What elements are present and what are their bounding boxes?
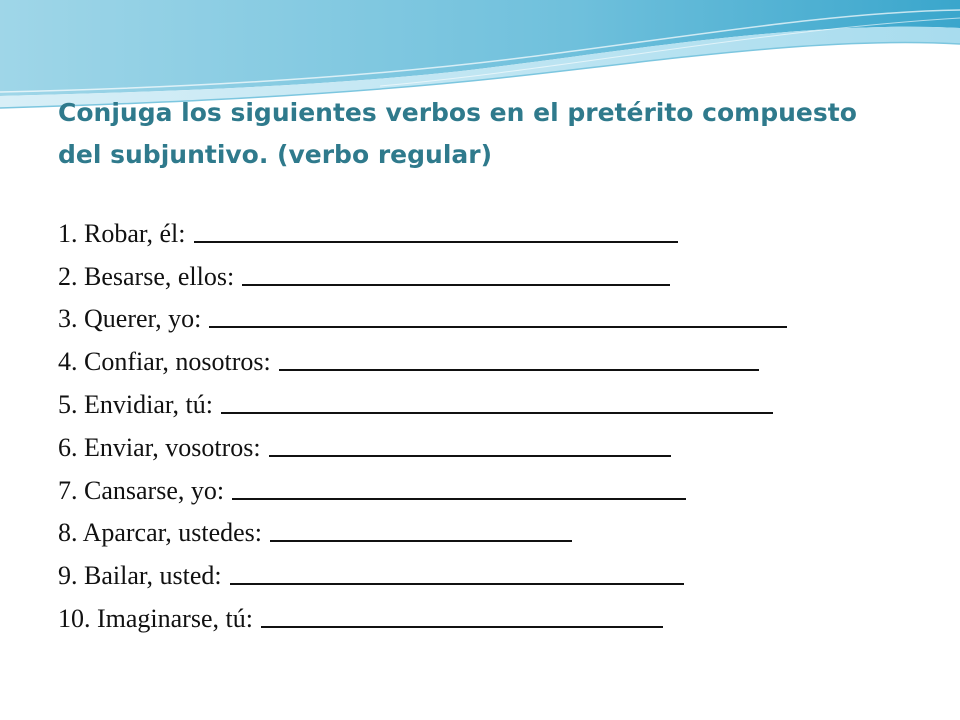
exercise-label: 4. Confiar, nosotros: [58, 347, 271, 377]
exercise-item [58, 293, 918, 336]
exercise-label: 6. Enviar, vosotros: [58, 432, 261, 462]
answer-blank-line[interactable] [261, 626, 663, 628]
answer-blank-line[interactable] [194, 241, 678, 243]
exercise-list [58, 207, 918, 635]
exercise-label: 9. Bailar, usted: [58, 561, 222, 591]
exercise-label: 7. Cansarse, yo: [58, 475, 225, 505]
exercise-label: 5. Envidiar, tú: [58, 389, 213, 419]
exercise-item [58, 549, 918, 592]
exercise-item [58, 335, 918, 378]
answer-blank-line[interactable] [279, 369, 759, 371]
exercise-item [58, 207, 918, 250]
exercise-label: 3. Querer, yo: [58, 304, 202, 334]
answer-blank-line[interactable] [209, 326, 787, 328]
exercise-label: 10. Imaginarse, tú: [58, 603, 253, 633]
exercise-label: 2. Besarse, ellos: [58, 261, 235, 291]
slide-title-line-2: del subjuntivo. (verbo regular) [58, 140, 493, 169]
exercise-label: 1. Robar, él: [58, 218, 186, 248]
exercise-item [58, 464, 918, 507]
answer-blank-line[interactable] [242, 284, 670, 286]
answer-blank-line[interactable] [232, 498, 686, 500]
answer-blank-line[interactable] [269, 455, 671, 457]
answer-blank-line[interactable] [270, 540, 572, 542]
slide-title [58, 92, 918, 176]
exercise-item [58, 592, 918, 635]
exercise-item [58, 250, 918, 293]
slide-title-line-1: Conjuga los siguientes verbos en el pretérito compuesto [58, 98, 857, 127]
exercise-item [58, 507, 918, 550]
answer-blank-line[interactable] [230, 583, 684, 585]
exercise-label: 8. Aparcar, ustedes: [58, 518, 263, 548]
exercise-item [58, 378, 918, 421]
answer-blank-line[interactable] [221, 412, 773, 414]
exercise-item [58, 421, 918, 464]
